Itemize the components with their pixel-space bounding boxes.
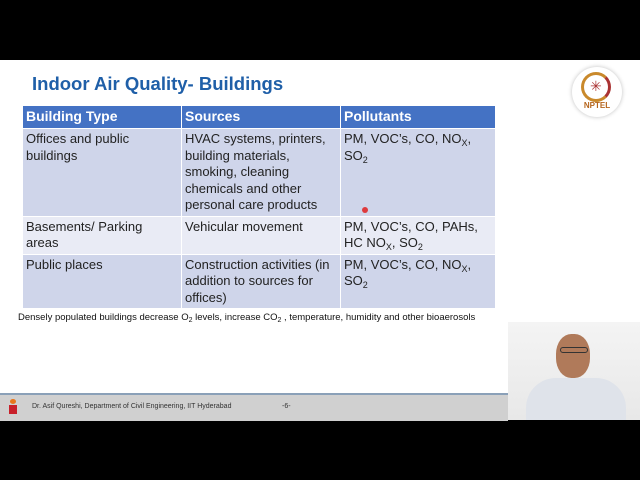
text: levels, increase CO (192, 312, 278, 323)
slide (0, 60, 640, 420)
presenter-head (556, 334, 590, 378)
presenter-video (508, 322, 640, 420)
subscript: 2 (417, 242, 423, 252)
cell-pollutants (341, 216, 496, 254)
text: PM, VOC’s, CO, PAHs, (344, 218, 478, 234)
subscript: 2 (362, 280, 368, 290)
footer-author: Dr. Asif Qureshi, Department of Civil Engineering, IIT Hyderabad (32, 403, 232, 410)
header-pollutants: Pollutants (341, 106, 496, 129)
logo-text: NPTEL (583, 101, 611, 110)
text: Densely populated buildings decrease O (18, 312, 189, 323)
text: PM, VOC’s, CO, NO (344, 256, 462, 272)
subscript: X (385, 242, 392, 252)
table-row (23, 129, 496, 217)
subscript: X (461, 138, 468, 148)
cell-pollutants (341, 254, 496, 309)
page-number: -6- (282, 403, 291, 410)
header-sources: Sources (182, 106, 341, 129)
text: PM, VOC’s, CO, NO (344, 131, 462, 146)
note-text (18, 312, 475, 323)
text: SO (344, 273, 363, 288)
cell-pollutants (341, 129, 496, 217)
cell-sources: HVAC systems, printers, building materials, smoking, cleaning chemicals and other personal care products (182, 129, 341, 217)
subscript: X (461, 263, 468, 274)
presenter-shirt (526, 378, 626, 420)
laser-pointer-dot (362, 207, 368, 213)
subscript: 2 (188, 317, 193, 324)
cell-building-type: Basements/ Parking areas (23, 216, 182, 254)
table-row (23, 254, 496, 309)
pollutants-table (22, 105, 496, 309)
table-header-row (23, 106, 496, 129)
text: , SO (391, 235, 418, 250)
cell-building-type: Public places (23, 254, 182, 309)
text: , (467, 256, 472, 272)
table-row (23, 216, 496, 254)
slide-title: Indoor Air Quality- Buildings (32, 73, 284, 94)
cell-sources: Construction activities (in addition to sources for offices) (182, 254, 341, 309)
subscript: 2 (277, 317, 282, 324)
slide-footer (0, 393, 508, 421)
nptel-logo (572, 67, 622, 117)
cell-sources: Vehicular movement (182, 216, 341, 254)
logo-star-icon: ✳ (590, 78, 602, 94)
text: , (467, 131, 472, 146)
subscript: 2 (362, 154, 368, 165)
presenter-glasses-icon (560, 347, 588, 353)
text: , temperature, humidity and other bioaerosols (281, 312, 476, 323)
text: SO (344, 147, 363, 163)
text: HC NO (344, 235, 386, 250)
header-building-type: Building Type (23, 106, 182, 129)
cell-building-type: Offices and public buildings (23, 129, 182, 217)
iith-logo-icon (8, 399, 18, 417)
